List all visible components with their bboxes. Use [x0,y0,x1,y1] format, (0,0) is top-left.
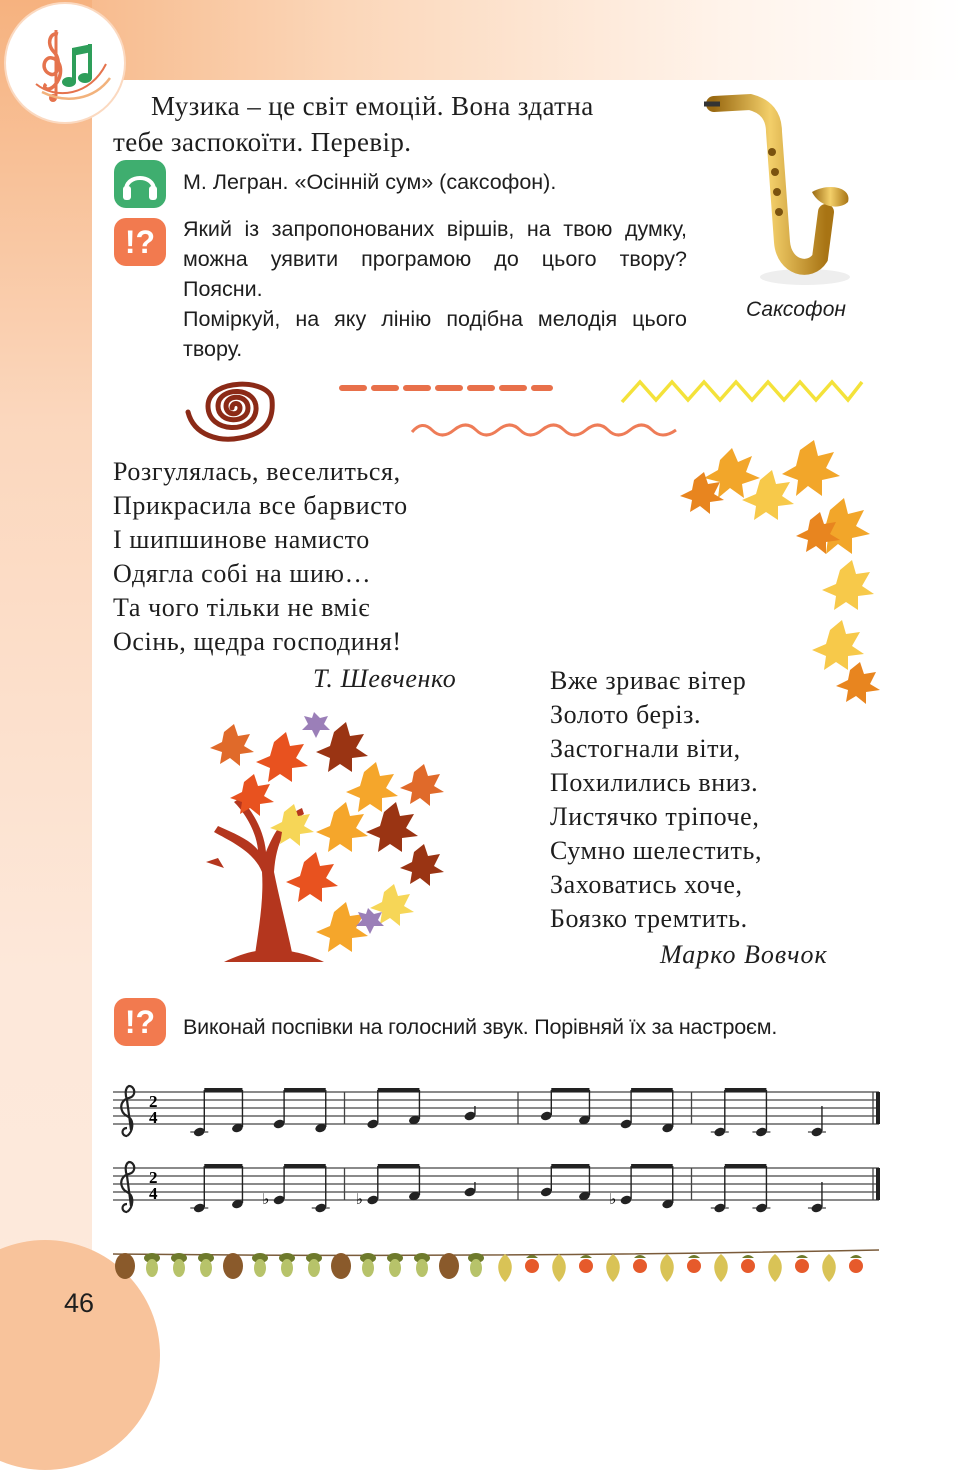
rosehip-stem-icon [634,1255,646,1258]
acorn-icon [200,1259,212,1277]
leaf-icon [714,1254,728,1282]
dashed-line [340,382,552,394]
treble-clef-icon [121,1086,134,1136]
poem-line: Прикрасила все барвисто [113,491,408,520]
poem-vovchok [550,664,762,936]
question-icon [114,218,166,266]
pinecone-icon [223,1253,243,1279]
pinecone-icon [115,1253,135,1279]
poem-line: Розгулялась, веселиться, [113,457,401,486]
pinecone-icon [439,1253,459,1279]
acorn-icon [173,1259,185,1277]
time-signature-top: 2 [149,1092,158,1111]
left-margin-band [0,0,95,1394]
acorn-icon [389,1259,401,1277]
leaf-icon [822,1254,836,1282]
music-staff-2 [113,1162,883,1222]
poem-line: Одягла собі на шию… [113,559,372,588]
headphones-icon [114,160,166,208]
saxophone-caption: Саксофон [746,298,846,321]
flat-sign: ♭ [355,1190,363,1208]
acorn-icon [470,1259,482,1277]
poem-line: Золото беріз. [550,700,702,729]
rosehip-stem-icon [850,1255,862,1258]
rosehip-stem-icon [688,1255,700,1258]
intro-line-1: Музика – це світ емоцій. Вона здатна [151,91,594,121]
acorn-icon [362,1259,374,1277]
autumn-tree-image [184,712,454,974]
question-badge-label: !? [124,224,156,260]
rosehip-icon [795,1259,809,1273]
poem-author-vovchok: Марко Вовчок [660,940,828,969]
spiral-line [180,372,300,444]
treble-clef-notes-icon [6,4,124,122]
pinecone-icon [331,1253,351,1279]
music-logo [6,4,124,122]
poem-line: Застогнали віти, [550,734,741,763]
poem-line: І шипшинове намисто [113,525,370,554]
rosehip-icon [687,1259,701,1273]
rosehip-stem-icon [796,1255,808,1258]
rosehip-icon [633,1259,647,1273]
acorn-icon [146,1259,158,1277]
acorn-icon [281,1259,293,1277]
intro-line-2: тебе заспокоїти. Перевір. [113,127,412,157]
flat-sign: ♭ [262,1190,270,1208]
acorn-icon [308,1259,320,1277]
poem-line: Похилились вниз. [550,768,759,797]
poem-line: Вже зриває вітер [550,666,747,695]
question-text [183,214,687,364]
time-signature-bottom: 4 [149,1108,158,1127]
treble-clef-icon [121,1162,134,1212]
saxophone-image [700,92,870,292]
singing-task: Виконай поспівки на голосний звук. Порівняй їх за настроєм. [183,1015,778,1039]
leaf-icon [552,1254,566,1282]
top-header-band [0,0,963,80]
time-signature-bottom: 4 [149,1184,158,1203]
question-icon [114,998,166,1046]
poem-line: Заховатись хоче, [550,870,743,899]
leaf-icon [768,1254,782,1282]
time-signature-top: 2 [149,1168,158,1187]
zigzag-line [620,376,864,406]
question-paragraph-2: Поміркуй, на яку лінію подібна мелодія цього твору. [183,307,687,361]
rosehip-icon [525,1259,539,1273]
leaf-icon [606,1254,620,1282]
rosehip-stem-icon [742,1255,754,1258]
listening-assignment: М. Легран. «Осінній сум» (саксофон). [183,170,557,194]
acorn-icon [416,1259,428,1277]
acorn-icon [254,1259,266,1277]
question-paragraph-1: Який із запропонованих віршів, на твою думку, можна уявити програмою до цього твору? Поясни. [183,217,687,301]
leaf-icon [498,1254,512,1282]
poem-line: Сумно шелестить, [550,836,763,865]
poem-line: Листячко тріпоче, [550,802,760,831]
rosehip-icon [579,1259,593,1273]
flat-sign: ♭ [609,1190,617,1208]
rosehip-stem-icon [580,1255,592,1258]
poem-author-shevchenko: Т. Шевченко [313,664,457,693]
rosehip-icon [849,1259,863,1273]
poem-shevchenko [113,455,408,659]
rosehip-icon [741,1259,755,1273]
poem-line: Осінь, щедра господиня! [113,627,402,656]
acorn-leaf-garland [113,1244,883,1294]
wavy-line [410,418,680,440]
music-staff-1 [113,1086,883,1146]
question-badge-label: !? [124,1004,156,1040]
poem-line: Боязко тремтить. [550,904,748,933]
intro-paragraph [113,88,703,160]
page-number: 46 [64,1288,95,1318]
poem-line: Та чого тільки не вміє [113,593,371,622]
leaf-icon [660,1254,674,1282]
